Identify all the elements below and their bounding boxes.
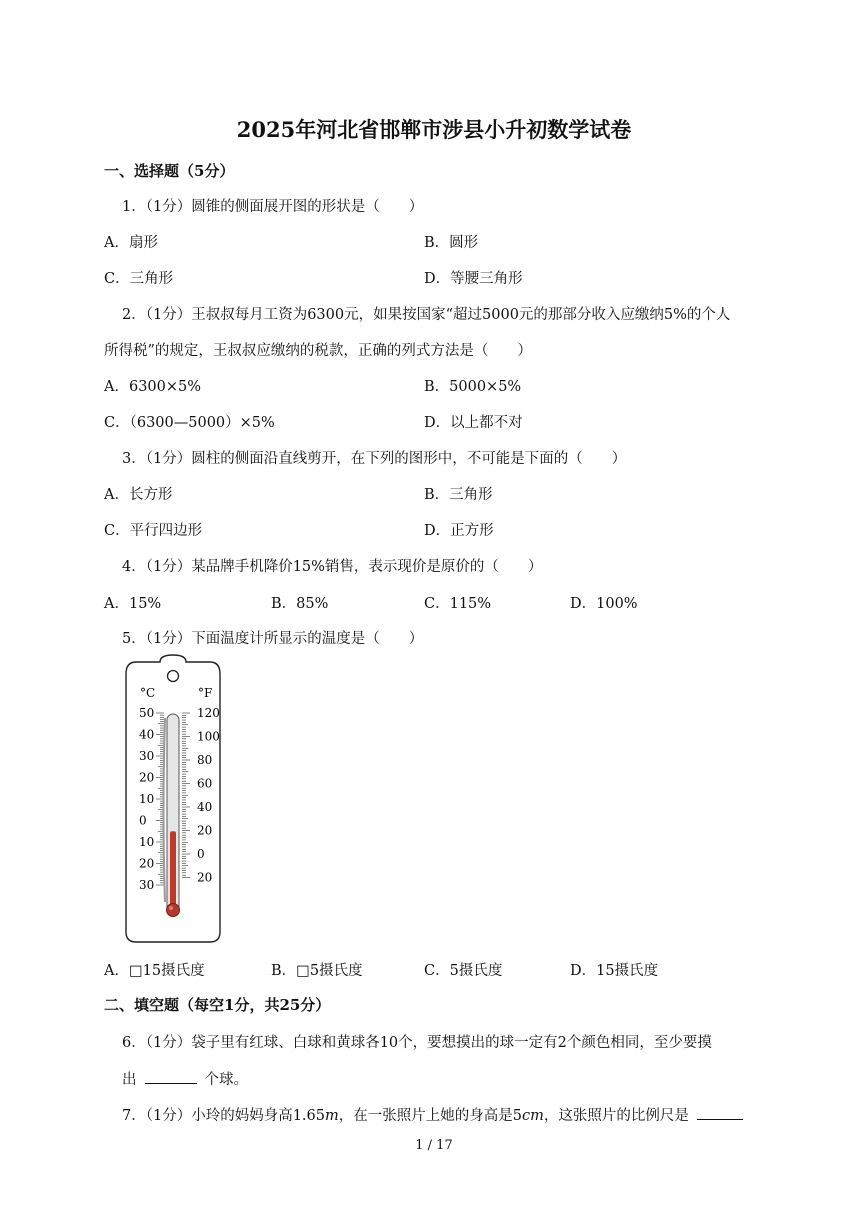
celsius-tick-label: 20 <box>139 770 155 785</box>
question-5-stem: 5．（1分）下面温度计所显示的温度是（ ） <box>122 631 424 647</box>
thermometer-liquid <box>170 831 176 910</box>
question-4-option-c: C．115% <box>424 596 492 612</box>
question-3-option-c: C．平行四边形 <box>104 523 203 539</box>
question-4-stem: 4．（1分）某品牌手机降价15%销售，表示现价是原价的（ ） <box>122 559 543 575</box>
question-1-option-c: C．三角形 <box>104 271 174 287</box>
question-2-stem-line1: 2．（1分）王叔叔每月工资为6300元，如果按国家“超过5000元的那部分收入应缴纳5%的个人 <box>122 307 731 323</box>
question-7-stem <box>122 1103 751 1125</box>
question-4-option-b: B．85% <box>271 596 329 612</box>
question-2-option-d: D．以上都不对 <box>424 415 523 431</box>
answer-blank[interactable] <box>697 1103 743 1120</box>
fahrenheit-tick-label: 120 <box>197 706 220 720</box>
page-number: 1 / 17 <box>415 1138 453 1153</box>
celsius-tick-label: 10 <box>139 792 155 806</box>
fahrenheit-tick-label: 20 <box>197 823 213 838</box>
fahrenheit-tick-label: 100 <box>197 729 220 744</box>
question-1-option-a: A．扇形 <box>104 235 158 251</box>
hang-hole-icon <box>168 671 179 682</box>
fahrenheit-tick-label: 20 <box>197 870 213 885</box>
question-1-option-d: D．等腰三角形 <box>424 271 523 287</box>
question-7-text-pre: 7．（1分）小玲的妈妈身高1.65 <box>122 1108 325 1124</box>
thermometer-bulb <box>167 904 180 917</box>
fahrenheit-tick-label: 0 <box>197 847 205 861</box>
celsius-tick-label: 40 <box>139 727 155 742</box>
unit-meter: m <box>325 1108 339 1124</box>
question-3-option-a: A．长方形 <box>104 487 173 503</box>
question-5-option-b: B．□5摄氏度 <box>271 963 363 979</box>
question-2-stem-line2: 所得税”的规定，王叔叔应缴纳的税款，正确的列式方法是（ ） <box>104 343 532 359</box>
question-6-stem-line1: 6．（1分）袋子里有红球、白球和黄球各10个，要想摸出的球一定有2个颜色相同，至少要摸 <box>122 1035 712 1051</box>
question-6-stem-line2 <box>122 1067 248 1089</box>
question-6-text-post: 个球。 <box>204 1072 248 1088</box>
answer-blank[interactable] <box>145 1067 197 1084</box>
question-2-option-a: A．6300×5% <box>104 379 202 395</box>
section-heading-fill-blank: 二、填空题（每空1分，共25分） <box>104 996 331 1014</box>
celsius-tick-label: 50 <box>139 706 155 720</box>
unit-centimeter: cm <box>521 1108 544 1124</box>
celsius-tick-label: 30 <box>139 749 155 763</box>
question-3-option-b: B．三角形 <box>424 487 493 503</box>
question-4-option-d: D．100% <box>570 596 638 612</box>
question-5-option-d: D．15摄氏度 <box>570 963 659 979</box>
question-7-text-post: ，这张照片的比例尺是 <box>543 1108 689 1124</box>
celsius-tick-label: 0 <box>139 813 147 828</box>
celsius-tick-label: 20 <box>139 856 155 871</box>
question-3-option-d: D．正方形 <box>424 523 494 539</box>
celsius-unit-label: °C <box>140 686 156 700</box>
question-2-option-c: C．（6300—5000）×5% <box>104 415 275 431</box>
question-3-stem: 3．（1分）圆柱的侧面沿直线剪开，在下列的图形中，不可能是下面的（ ） <box>122 451 627 467</box>
fahrenheit-tick-label: 60 <box>197 776 213 791</box>
celsius-tick-label: 30 <box>139 878 155 892</box>
thermometer-figure <box>118 652 228 948</box>
question-5-option-c: C．5摄氏度 <box>424 963 503 979</box>
question-1-option-b: B．圆形 <box>424 235 479 251</box>
question-6-text-pre: 出 <box>122 1072 137 1088</box>
fahrenheit-tick-label: 40 <box>197 800 213 814</box>
question-2-option-b: B．5000×5% <box>424 379 522 395</box>
question-1-stem: 1．（1分）圆锥的侧面展开图的形状是（ ） <box>122 199 424 215</box>
question-7-text-mid: ，在一张照片上她的身高是5 <box>338 1108 522 1124</box>
section-heading-choice: 一、选择题（5分） <box>104 162 235 180</box>
fahrenheit-tick-label: 80 <box>197 753 213 767</box>
question-4-option-a: A．15% <box>104 596 162 612</box>
fahrenheit-unit-label: °F <box>198 686 213 700</box>
question-5-option-a: A．□15摄氏度 <box>104 963 205 979</box>
page-title: 2025年河北省邯郸市涉县小升初数学试卷 <box>236 117 632 142</box>
celsius-tick-label: 10 <box>139 835 155 849</box>
